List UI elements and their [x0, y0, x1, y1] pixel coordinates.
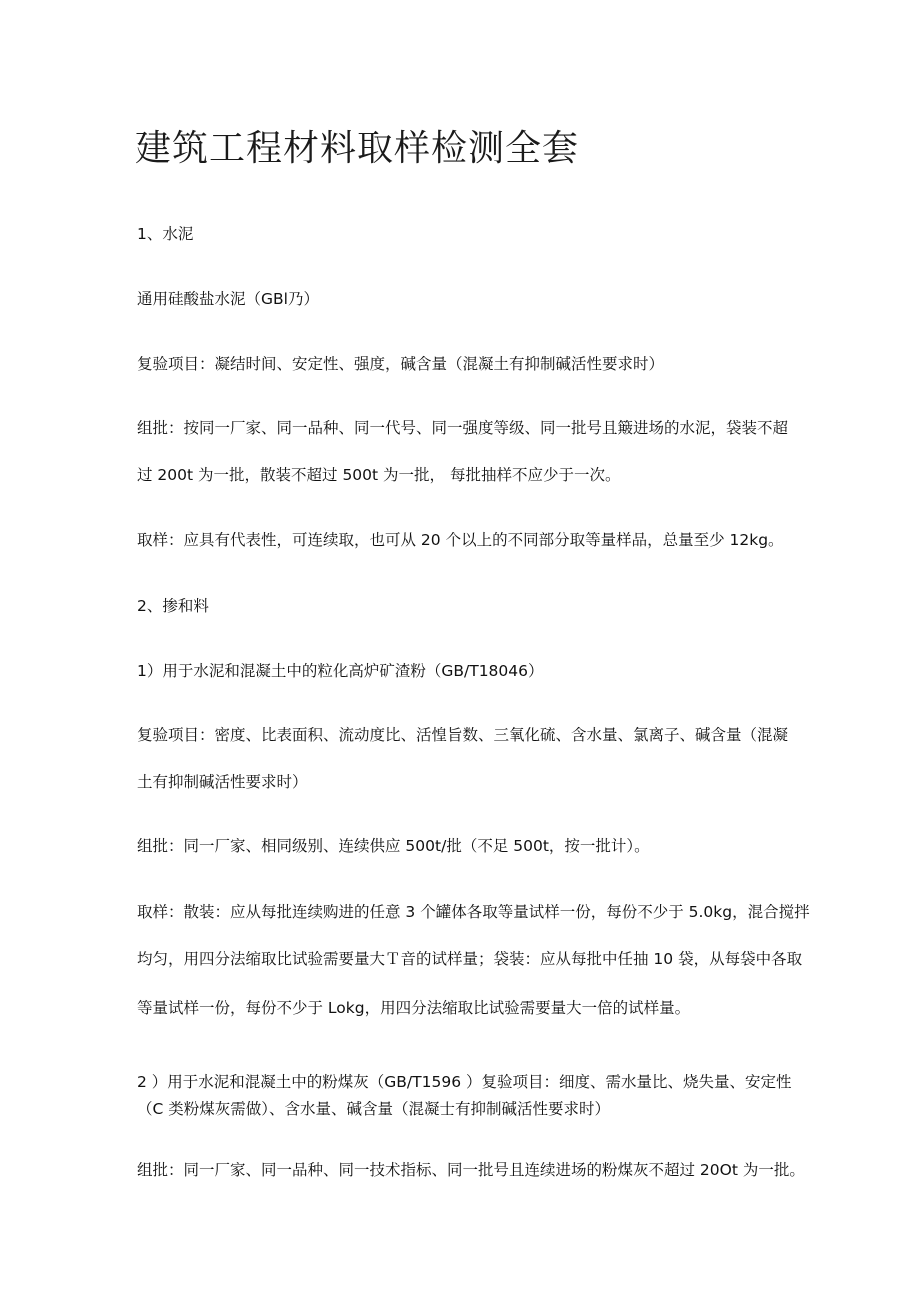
cement-standard: 通用硅酸盐水泥（GBl乃）	[137, 290, 319, 308]
fly-ash-standard: 2 ）用于水泥和混凝土中的粉煤灰（GB/T1596 ）复验项目：细度、需水量比、烧失量、安定性	[137, 1073, 792, 1091]
cement-sampling: 取样：应具有代表性，可连续取，也可从 20 个以上的不同部分取等量样品，总量至少 12kg。	[137, 531, 784, 549]
slag-powder-standard: 1）用于水泥和混凝土中的粒化高炉矿渣粉（GB/T18046）	[137, 662, 544, 680]
slag-retest-items-cont: 土有抑制碱活性要求时）	[137, 773, 308, 791]
slag-batching: 组批：同一厂家、相同级别、连续供应 500t/批（不足 500t，按一批计）。	[137, 837, 650, 855]
slag-sampling-cont-2: 等量试样一份，每份不少于 Lokg，用四分法缩取比试验需要量大一倍的试样量。	[137, 999, 691, 1017]
cement-retest-items: 复验项目：凝结时间、安定性、强度，碱含量（混凝土有抑制碱活性要求时）	[137, 355, 665, 373]
fly-ash-retest-cont: （C 类粉煤灰需做）、含水量、碱含量（混凝士有抑制碱活性要求时）	[137, 1100, 611, 1118]
section-heading-admixture: 2、掺和料	[137, 597, 209, 615]
slag-sampling: 取样：散装：应从每批连续购进的任意 3 个罐体各取等量试样一份，每份不少于 5.0kg，混合搅拌	[137, 903, 810, 921]
cement-batching-cont: 过 200t 为一批，散装不超过 500t 为一批， 每批抽样不应少于一次。	[137, 466, 621, 484]
document-title: 建筑工程材料取样检测全套	[135, 128, 580, 169]
cement-batching: 组批：按同一厂家、同一品种、同一代号、同一强度等级、同一批号且簸进场的水泥，袋装不超	[137, 419, 789, 437]
section-heading-cement: 1、水泥	[137, 225, 194, 243]
fly-ash-batching: 组批：同一厂家、同一品种、同一技术指标、同一批号且连续进场的粉煤灰不超过 20Ot 为一批。	[137, 1161, 805, 1179]
slag-sampling-cont-1: 均匀，用四分法缩取比试验需要量大Ｔ音的试样量；袋装：应从每批中任抽 10 袋，从每袋中各取	[137, 950, 803, 968]
slag-retest-items: 复验项目：密度、比表面积、流动度比、活惶旨数、三氧化硫、含水量、氯离子、碱含量（混凝	[137, 726, 789, 744]
